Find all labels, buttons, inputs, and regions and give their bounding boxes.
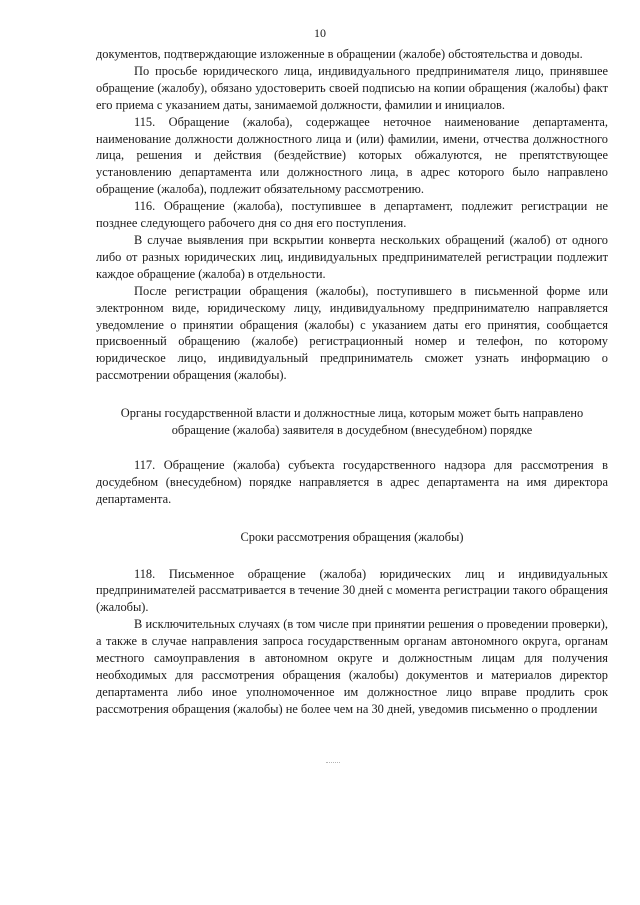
document-body	[96, 46, 608, 718]
paragraph-registration-notice: После регистрации обращения (жалобы), поступившего в письменной форме или электронном виде, юридическому лицу, индивидуальному предпринимателю направляется уведомление о принятии обращения (жалобы) с указанием даты его принятия, сообщается присвоенный обращению (жалобе) регистрационный номер и телефон, по которому юридическое лицо, индивидуальный предприниматель сможет узнать информацию о рассмотрении обращения (жалобы).	[96, 283, 608, 383]
section-heading-authorities: Органы государственной власти и должностные лица, которым может быть направлено обращение (жалоба) заявителя в досудебном (внесудебном) порядке	[120, 406, 584, 438]
section-heading-terms: Сроки рассмотрения обращения (жалобы)	[240, 529, 464, 544]
paragraph-signature-request: По просьбе юридического лица, индивидуального предпринимателя лицо, принявшее обращение (жалобу), обязано удостоверить своей подписью на копии обращения (жалобы) факт его приема с указанием даты, занимаемой должности, фамилии и инициалов.	[96, 63, 608, 112]
paragraph-116: 116. Обращение (жалоба), поступившее в департамент, подлежит регистрации не позднее следующего рабочего дня со дня его поступления.	[96, 199, 608, 231]
scan-artifact	[326, 762, 340, 764]
page-number: 10	[314, 26, 326, 40]
paragraph-continuation: документов, подтверждающие изложенные в обращении (жалобе) обстоятельства и доводы.	[96, 47, 583, 61]
paragraph-117: 117. Обращение (жалоба) субъекта государственного надзора для рассмотрения в досудебном (внесудебном) порядке направляется в адрес департамента на имя директора департамента.	[96, 457, 608, 506]
paragraph-118: 118. Письменное обращение (жалоба) юридических лиц и индивидуальных предпринимателей рассматривается в течение 30 дней с момента регистрации такого обращения (жалобы).	[96, 566, 608, 615]
paragraph-multiple-complaints: В случае выявления при вскрытии конверта нескольких обращений (жалоб) от одного либо от разных юридических лиц, индивидуальных предпринимателей регистрации подлежит каждое обращение (жалоба) в отдельности.	[96, 232, 608, 281]
paragraph-115: 115. Обращение (жалоба), содержащее неточное наименование департамента, наименование должности должностного лица и (или) фамилии, имени, отчества должностного лица, решения и действия (бездействие) которых обжалуются, не препятствующее установлению департамента или должностного лица, в адрес которого было направлено обращение (жалоба), подлежит обязательному рассмотрению.	[96, 114, 608, 197]
paragraph-exceptional-cases: В исключительных случаях (в том числе при принятии решения о проведении проверки), а также в случае направления запроса государственным органам автономного округа, органам местного самоуправления в автономном округе и должностным лицам для получения необходимых для рассмотрения обращения (жалобы) документов и материалов директор департамента либо иное уполномоченное им должностное лицо вправе продлить срок рассмотрения обращения (жалобы) не более чем на 30 дней, уведомив письменно о продлении	[96, 617, 608, 716]
